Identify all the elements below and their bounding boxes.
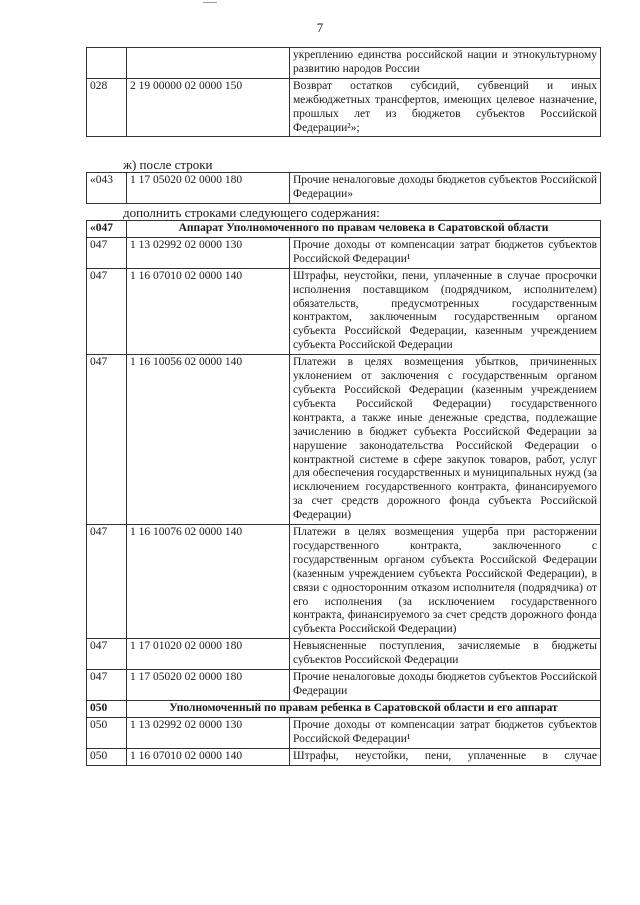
code-cell: 047 <box>87 670 127 701</box>
name-cell: Невыясненные поступления, зачисляемые в бюджеты субъектов Российской Федерации <box>290 639 601 670</box>
table-row <box>87 78 601 137</box>
kbk-cell: 1 13 02992 02 0000 130 <box>127 717 290 748</box>
code-cell <box>87 48 127 79</box>
name-cell: Штрафы, неустойки, пени, уплаченные в случае <box>290 748 601 765</box>
kbk-cell: 1 16 07010 02 0000 140 <box>127 748 290 765</box>
table-after <box>86 172 600 204</box>
table-row <box>87 717 601 748</box>
code-cell: 047 <box>87 268 127 354</box>
table-row <box>87 355 601 525</box>
code-cell: «043 <box>87 173 127 204</box>
kbk-cell: 1 17 05020 02 0000 180 <box>127 670 290 701</box>
name-cell: Прочие доходы от компенсации затрат бюджетов субъектов Российской Федерации¹ <box>290 237 601 268</box>
kbk-cell: 1 16 10056 02 0000 140 <box>127 355 290 525</box>
name-cell: Прочие неналоговые доходы бюджетов субъектов Российской Федерации» <box>290 173 601 204</box>
table-row <box>87 670 601 701</box>
section-title: Аппарат Уполномоченного по правам человека в Саратовской области <box>127 221 601 238</box>
section-label: ж) после строки <box>123 157 213 172</box>
code-cell: 050 <box>87 717 127 748</box>
section-header-row <box>87 700 601 717</box>
name-cell: Платежи в целях возмещения убытков, причиненных уклонением от заключения с государственным органом субъекта Российской Федерации (казенным учреждением субъекта Российской Федерации) государственного контракта, а также иные денежные средства, подлежащие зачислению в бюджет субъекта Российской Федерации за нарушение законодательства Российской Федерации о контрактной системе в сфере закупок товаров, работ, услуг для обеспечения государственных и муниципальных нужд (за исключением государственного контракта, финансируемого за счет средств дорожного фонда субъекта Российской Федерации) <box>290 355 601 525</box>
add-lines-label: дополнить строками следующего содержания: <box>123 205 380 220</box>
table-row <box>87 639 601 670</box>
code-cell: 047 <box>87 237 127 268</box>
name-cell: Штрафы, неустойки, пени, уплаченные в случае просрочки исполнения поставщиком (подрядчиком, исполнителем) обязательств, предусмотренных государственным контрактом, заключенным государственным органом субъекта Российской Федерации, казенным учреждением субъекта Российской Федерации <box>290 268 601 354</box>
code-cell: 050 <box>87 748 127 765</box>
table-row <box>87 173 601 204</box>
kbk-cell: 1 16 10076 02 0000 140 <box>127 525 290 639</box>
table-row <box>87 525 601 639</box>
kbk-cell: 1 13 02992 02 0000 130 <box>127 237 290 268</box>
page-number: 7 <box>316 20 324 35</box>
name-cell: укреплению единства российской нации и этнокультурному развитию народов России <box>290 48 601 79</box>
name-cell: Прочие доходы от компенсации затрат бюджетов субъектов Российской Федерации¹ <box>290 717 601 748</box>
table-main <box>86 220 600 766</box>
code-cell: 047 <box>87 639 127 670</box>
kbk-cell: 2 19 00000 02 0000 150 <box>127 78 290 137</box>
code-cell: 047 <box>87 525 127 639</box>
section-title: Уполномоченный по правам ребенка в Саратовской области и его аппарат <box>127 700 601 717</box>
name-cell: Возврат остатков субсидий, субвенций и иных межбюджетных трансфертов, имеющих целевое назначение, прошлых лет из бюджетов субъектов Российской Федерации²»; <box>290 78 601 137</box>
code-cell: 050 <box>87 700 127 717</box>
code-cell: «047 <box>87 221 127 238</box>
kbk-cell: 1 16 07010 02 0000 140 <box>127 268 290 354</box>
kbk-cell: 1 17 01020 02 0000 180 <box>127 639 290 670</box>
table-row <box>87 268 601 354</box>
name-cell: Платежи в целях возмещения ущерба при расторжении государственного контракта, заключенного с государственным органом субъекта Российской Федерации (казенным учреждением субъекта Российской Федерации), в связи с односторонним отказом исполнителя (подрядчика) от его исполнения (за исключением государственного контракта, финансируемого за счет средств дорожного фонда субъекта Российской Федерации) <box>290 525 601 639</box>
section-header-row <box>87 221 601 238</box>
name-cell: Прочие неналоговые доходы бюджетов субъектов Российской Федерации <box>290 670 601 701</box>
table-row <box>87 48 601 79</box>
scan-mark <box>203 2 217 3</box>
table-row <box>87 748 601 765</box>
code-cell: 028 <box>87 78 127 137</box>
kbk-cell <box>127 48 290 79</box>
kbk-cell: 1 17 05020 02 0000 180 <box>127 173 290 204</box>
table-row <box>87 237 601 268</box>
table-top <box>86 47 600 137</box>
code-cell: 047 <box>87 355 127 525</box>
